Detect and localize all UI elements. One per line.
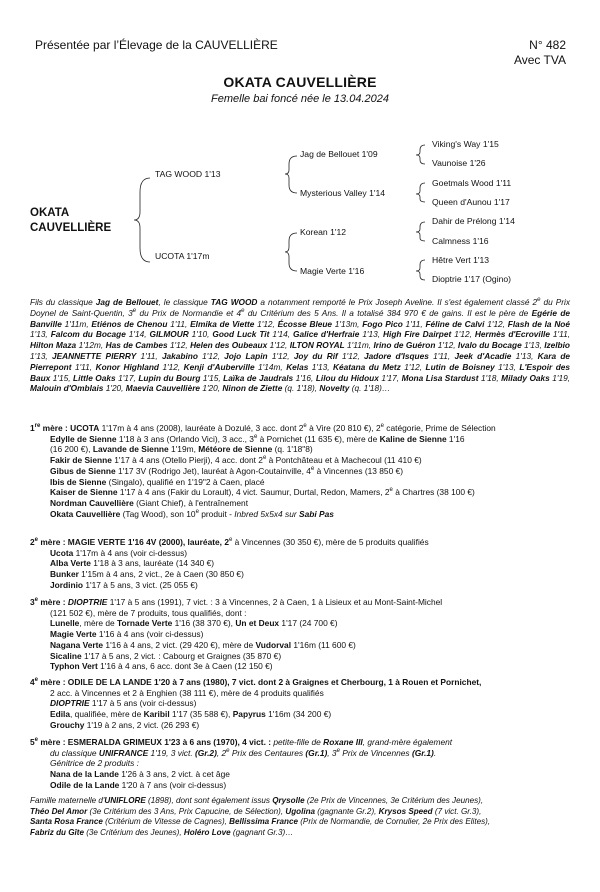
produce-line: Kaiser de Sienne 1'17 à 4 ans (Fakir du Lorault), 4 vict. Saumur, Durtal, Redon, Mamers, 2e à Chartres (38 100 €) <box>50 487 475 498</box>
dam-1-heading: 1re mère : UCOTA 1'17m à 4 ans (2008), lauréate à Dozulé, 3 acc. dont 2e à Vire (20 810 €), 2e catégorie, Prime de Sélection <box>30 423 496 433</box>
produce-line: Nagana Verte 1'16 à 4 ans, 2 vict. (29 420 €), mère de Vudorval 1'16m (11 600 €) <box>50 639 356 650</box>
horse-name-line2: CAUVELLIÈRE <box>30 222 112 234</box>
produce-line: DIOPTRIE 1'17 à 5 ans (voir ci-dessus) <box>50 698 197 709</box>
produce-line: Lunelle, mère de Tornade Verte 1'16 (38 370 €), Un et Deux 1'17 (24 700 €) <box>50 618 338 629</box>
pedigree-ggp: Vaunoise 1'26 <box>432 158 486 168</box>
produce-line: Typhon Vert 1'16 à 4 ans, 6 acc. dont 3e à Caen (12 150 €) <box>50 661 273 672</box>
dam-2-section <box>30 537 575 591</box>
dam-4-section <box>30 677 575 731</box>
pedigree-ggp: Dioptrie 1'17 (Ogino) <box>432 274 512 284</box>
pedigree-dam-sire: Korean 1'12 <box>300 227 347 237</box>
lot-number: N° 482 <box>529 38 566 52</box>
pedigree-ggp: Hêtre Vert 1'13 <box>432 255 490 265</box>
dam-1-section <box>30 423 575 519</box>
dam-5-heading-cont: du classique UNIFRANCE 1'19, 3 vict. (Gr.2), 2e Prix des Centaures (Gr.1), 3e Prix de Vincennes (Gr.1). <box>50 747 437 758</box>
produce-line: Edila, qualifiée, mère de Karibil 1'17 (35 588 €), Papyrus 1'16m (34 200 €) <box>50 709 332 720</box>
pedigree-ggp: Queen d'Aunou 1'17 <box>432 197 510 207</box>
pedigree-dam-dam: Magie Verte 1'16 <box>300 266 365 276</box>
dam-3-heading-cont: (121 502 €), mère de 7 produits, tous qualifiés, dont : <box>50 607 247 618</box>
produce-line: Edylle de Sienne 1'18 à 3 ans (Orlando Vici), 3 acc., 3e à Pornichet (11 635 €), mère de Kaline de Sienne 1'16 <box>50 433 465 444</box>
pedigree-dam: UCOTA 1'17m <box>155 251 210 261</box>
pedigree-sire-sire: Jag de Bellouet 1'09 <box>300 149 378 159</box>
produce-line: Odile de la Lande 1'20 à 7 ans (voir ci-dessus) <box>50 779 227 790</box>
produce-line: Nordman Cauvellière (Giant Chief), à l'entraînement <box>50 497 249 508</box>
pedigree-ggp: Viking's Way 1'15 <box>432 139 499 149</box>
produce-line: Jordinio 1'17 à 5 ans, 3 vict. (25 055 €) <box>50 579 198 590</box>
presenter-line: Présentée par l’Élevage de la CAUVELLIÈRE <box>35 38 278 52</box>
dam-5-heading: 5e mère : ESMERALDA GRIMEUX 1'23 à 6 ans (1970), 4 vict. : petite-fille de Roxane III, grand-mère également <box>30 737 453 747</box>
produce-line: Ibis de Sienne (Singalo), qualifié en 1'19"2 à Caen, placé <box>50 476 265 487</box>
dam-3-heading: 3e mère : DIOPTRIE 1'17 à 5 ans (1991), 7 vict. : 3 à Vincennes, 2 à Caen, 1 à Lisieux et au Mont-Saint-Michel <box>30 597 443 607</box>
page-title: OKATA CAUVELLIÈRE <box>223 74 377 90</box>
dam-5-produce-count: Génitrice de 2 produits : <box>50 758 139 769</box>
pedigree-ggp: Dahir de Prélong 1'14 <box>432 216 515 226</box>
dam-4-heading: 4e mère : ODILE DE LA LANDE 1'20 à 7 ans (1980), 7 vict. dont 2 à Graignes et Cherbourg, 1 à Rouen et Pornichet, <box>30 677 482 687</box>
produce-line: Alba Verte 1'18 à 3 ans, lauréate (14 340 €) <box>50 558 215 569</box>
produce-line: Fakir de Sienne 1'17 à 4 ans (Otello Pierji), 4 acc. dont 2e à Pontchâteau et à Machecoul (11 410 €) <box>50 455 422 466</box>
produce-line: Sicaline 1'17 à 5 ans, 2 vict. : Cabourg et Graignes (35 870 €) <box>50 650 282 661</box>
produce-line: Magie Verte 1'16 à 4 ans (voir ci-dessus) <box>50 629 204 640</box>
dam-5-section <box>30 737 575 791</box>
dam-2-heading: 2e mère : MAGIE VERTE 1'16 4V (2000), lauréate, 2e à Vincennes (30 350 €), mère de 5 produits qualifiés <box>30 537 429 547</box>
produce-line: Ucota 1'17m à 4 ans (voir ci-dessus) <box>50 547 188 558</box>
pedigree-ggp: Goetmals Wood 1'11 <box>432 178 512 188</box>
produce-line: Grouchy 1'19 à 2 ans, 2 vict. (26 293 €) <box>50 719 200 730</box>
horse-name-line1: OKATA <box>30 207 70 219</box>
produce-line: Nana de la Lande 1'26 à 3 ans, 2 vict. à cet âge <box>50 769 230 780</box>
dam-4-heading-cont: 2 acc. à Vincennes et 2 à Enghien (38 111 €), mère de 4 produits qualifiés <box>50 687 324 698</box>
pedigree-ggp: Calmness 1'16 <box>432 236 489 246</box>
page-subtitle: Femelle bai foncé née le 13.04.2024 <box>211 93 389 105</box>
sire-description: Fils du classique Jag de Bellouet, le classique TAG WOOD a notamment remporté le Prix Joseph Aveline. Il s'est également classé 2e du Prix Doynel de Saint-Quentin, 3e du Prix de Normandie et 4e du Critérium des 5 Ans. Il a totalisé 384 970 € de gains. Il est le père de Egérie de Banville 1'11m, Etiénos de Chenou 1'11, Elmika de Viette 1'12, Écosse Bleue 1'13m, Fogo Pico 1'11, Féline de Calvi 1'12, Flash de la Noé 1'13, Falcom du Bocage 1'14, GILMOUR 1'10, Good Luck Tit 1'14, Galice d'Herfraie 1'13, High Fire Dairpet 1'12, Hermès d'Ecroville 1'11, Hilton Maza 1'12m, Has de Cambes 1'12, Helen des Oubeaux 1'12, ILTON ROYAL 1'11m, Irino de Guéron 1'12, Ivalo du Bocage 1'13, Izelbio 1'13, JEANNETTE PIERRY 1'11, Jakabino 1'12, Jojo Lapin 1'12, Joy du Rif 1'12, Jadore d'Isques 1'11, Jeek d'Acadie 1'13, Kara de Pierrepont 1'11, Konor Highland 1'12, Kenji d'Auberville 1'14m, Kelas 1'13, Kéatana du Metz 1'12, Lutin de Boisney 1'13, L'Espoir des Baux 1'15, Little Oaks 1'17, Lupin du Bourg 1'15, Laïka de Jaudrals 1'16, Lilou du Hidoux 1'17, Mona Lisa Stardust 1'18, Milady Oaks 1'19, Malouin d'Omblais 1'20, Maevia Cauvellière 1'20, Ninon de Ziette (q. 1'18), Novelty (q. 1'18)… <box>30 297 571 394</box>
vat-label: Avec TVA <box>513 53 566 67</box>
dam-3-section <box>30 597 575 672</box>
maternal-family-note: Famille maternelle d'UNIFLORE (1898), dont sont également issus Qrysolle (2e Prix de Vincennes, 3e Critérium des Jeunes), Théo Del Amor (3e Critérium des 3 Ans, Prix Capucine, de Sélection), Ugolina (gagnante Gr.2), Krysos Speed (7 vict. Gr.3), Santa Rosa France (Critérium de Vitesse de Cagnes), Bellissima France (Prix de Normandie, de Cornulier, 2e Prix des Elites), Fabriz du Gîte (3e Critérium des Jeunes), Holéro Love (gagnant Gr.3)… <box>30 796 491 837</box>
produce-line: Gibus de Sienne 1'17 3V (Rodrigo Jet), lauréat à Agon-Coutainville, 4e à Vincennes (13 850 €) <box>50 465 404 476</box>
pedigree-sire-dam: Mysterious Valley 1'14 <box>300 188 386 198</box>
produce-line: Bunker 1'15m à 4 ans, 2 vict., 2e à Caen (30 850 €) <box>50 569 244 580</box>
pedigree-sire: TAG WOOD 1'13 <box>155 169 221 179</box>
produce-line: (16 200 €), Lavande de Sienne 1'19m, Météore de Sienne (q. 1'18"8) <box>50 444 313 455</box>
produce-line: Okata Cauvellière (Tag Wood), son 10e produit - Inbred 5x5x4 sur Sabi Pas <box>50 508 334 519</box>
